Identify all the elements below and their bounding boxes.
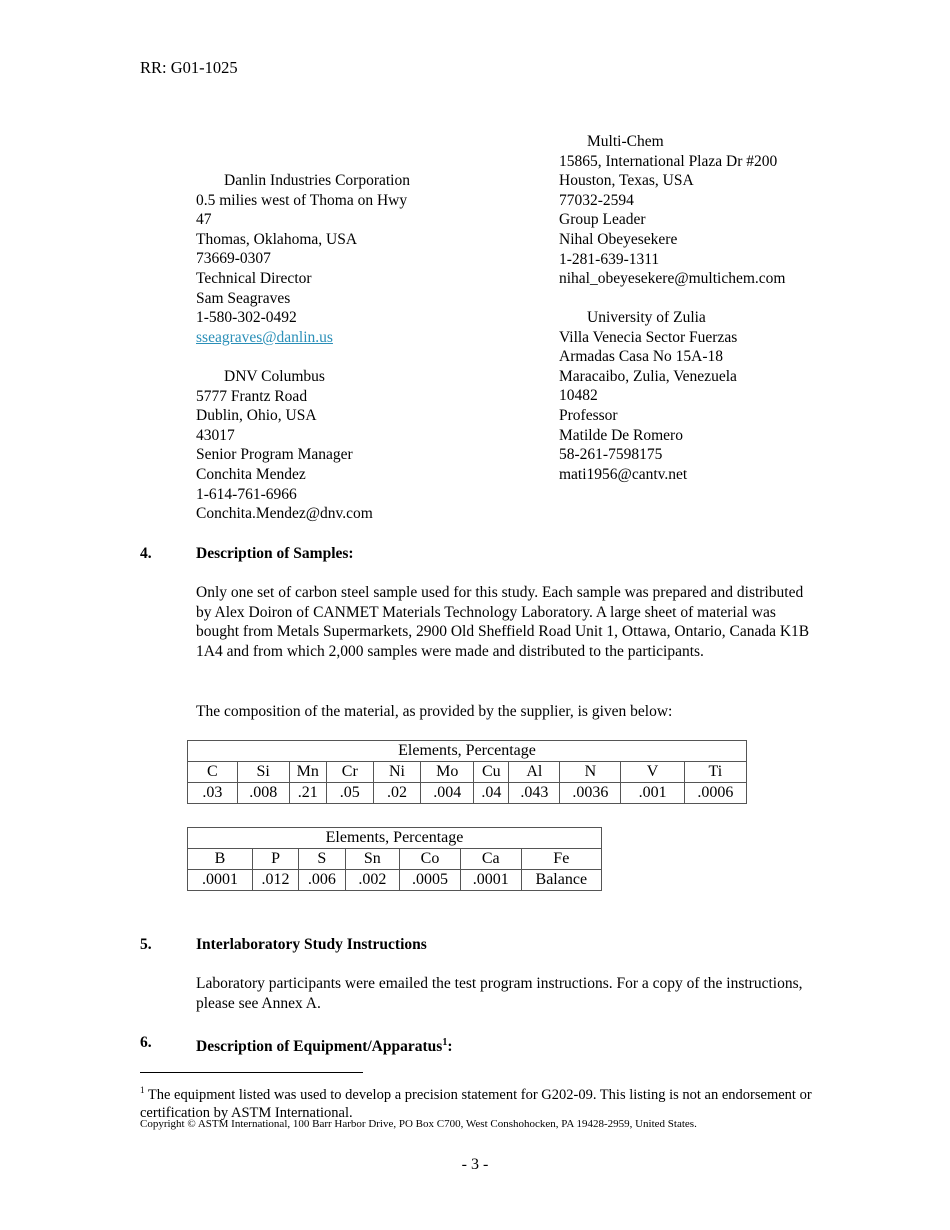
section-6-title-text: Description of Equipment/Apparatus [196,1038,443,1056]
table-header-cell: Mo [421,762,474,783]
table-title: Elements, Percentage [188,828,602,849]
section-4-paragraph: Only one set of carbon steel sample used for this study. Each sample was prepared and distributed by Alex Doiron of CANMET Materials Technology Laboratory. A large sheet of material was bought from Metals Supermarkets, 2900 Old Sheffield Road Unit 1, Ottawa, Ontario, Canada K1B 1A4 and from which 2,000 samples were made and distributed to the participants. [196,584,810,660]
table-value-cell: .002 [345,870,400,891]
contact-line: Dublin, Ohio, USA [196,407,317,425]
table-header-cell: B [188,849,253,870]
contact-line: Villa Venecia Sector Fuerzas [559,328,738,346]
contact-line: Thomas, Oklahoma, USA [196,230,358,248]
contact-line: 15865, International Plaza Dr #200 [559,152,778,170]
table-value-cell: .04 [474,783,509,804]
footnote-reference[interactable]: 1 [442,1037,448,1048]
table-value-cell: .001 [621,783,684,804]
contact-org: Multi-Chem [587,133,664,150]
section-4-number: 4. [140,545,152,562]
table-header-cell: C [188,762,238,783]
table-header-cell: Cr [326,762,373,783]
contact-line: 58-261-7598175 [559,446,663,464]
table-title: Elements, Percentage [188,741,747,762]
contact-dnv [196,367,373,524]
contact-line: Senior Program Manager [196,446,353,464]
table-value-cell: .004 [421,783,474,804]
table-value-cell: .0036 [560,783,621,804]
table-header-cell: Co [400,849,461,870]
contact-line: Conchita.Mendez@dnv.com [196,505,373,523]
contact-line: Maracaibo, Zulia, Venezuela [559,367,737,385]
table-value-cell: .0005 [400,870,461,891]
contact-zulia [559,308,737,484]
section-6-number: 6. [140,1034,152,1051]
section-4-composition-intro: The composition of the material, as provided by the supplier, is given below: [196,703,673,720]
section-5-paragraph: Laboratory participants were emailed the test program instructions. For a copy of the instructions, please see Annex A. [196,975,803,1012]
table-value-row [188,870,602,891]
table-header-cell: N [560,762,621,783]
contact-line: 0.5 milies west of Thoma on Hwy [196,191,408,209]
table-header-cell: Ni [373,762,421,783]
table-value-cell: .0006 [684,783,746,804]
document-header: RR: G01-1025 [140,58,238,77]
contact-line: Group Leader [559,211,646,229]
email-link[interactable]: sseagraves@danlin.us [196,328,333,346]
table-header-cell: Ca [460,849,521,870]
footnote-marker: 1 [140,1085,145,1095]
contact-line: Houston, Texas, USA [559,172,694,190]
contact-line: 77032-2594 [559,191,634,209]
section-6-title-colon: : [447,1038,453,1056]
table-value-cell: .012 [252,870,298,891]
contact-line: 1-281-639-1311 [559,250,660,268]
copyright-notice: Copyright © ASTM International, 100 Barr Harbor Drive, PO Box C700, West Conshohocken, PA 19428-2959, United States. [140,1118,697,1130]
contact-line: 73669-0307 [196,250,271,268]
table-value-cell: .21 [289,783,326,804]
contact-org: University of Zulia [587,309,706,326]
table-header-cell: Cu [474,762,509,783]
table-value-cell: .043 [509,783,560,804]
contact-org: Danlin Industries Corporation [224,172,410,189]
footnote-divider [140,1072,363,1073]
section-5-title: Interlaboratory Study Instructions [196,936,427,953]
contact-line: 1-614-761-6966 [196,485,297,503]
contact-line: 1-580-302-0492 [196,309,297,327]
contact-line: 10482 [559,387,598,405]
table-value-cell: .03 [188,783,238,804]
section-4-title: Description of Samples: [196,545,354,562]
contact-line: Technical Director [196,269,312,287]
table-header-row [188,849,602,870]
table-value-cell: .006 [299,870,345,891]
contact-line: Matilde De Romero [559,426,683,444]
footnote [140,1081,840,1122]
contact-line: 43017 [196,426,235,444]
table-value-cell: .008 [237,783,289,804]
contact-line: Sam Seagraves [196,289,291,307]
section-6-title [196,1033,452,1057]
table-header-cell: Sn [345,849,400,870]
table-value-row [188,783,747,804]
contact-multichem [559,132,785,289]
table-header-cell: S [299,849,345,870]
table-value-cell: .0001 [188,870,253,891]
table-header-cell: Ti [684,762,746,783]
table-header-cell: P [252,849,298,870]
contact-line: 47 [196,211,212,229]
table-value-cell: Balance [521,870,601,891]
table-value-cell: .0001 [460,870,521,891]
contact-line: mati1956@cantv.net [559,465,688,483]
contact-org: DNV Columbus [224,368,325,385]
table-header-cell: Si [237,762,289,783]
page-number: - 3 - [461,1156,489,1173]
table-value-cell: .05 [326,783,373,804]
contact-line: Professor [559,406,618,424]
composition-table-2 [187,827,602,891]
contact-line: Armadas Casa No 15A-18 [559,348,724,366]
contact-line: Conchita Mendez [196,465,306,483]
footnote-text: The equipment listed was used to develop a precision statement for G202-09. This listing is not an endorsement or certification by ASTM International. [140,1086,812,1121]
table-header-cell: V [621,762,684,783]
table-header-cell: Mn [289,762,326,783]
contact-line: Nihal Obeyesekere [559,230,678,248]
contact-line: 5777 Frantz Road [196,387,308,405]
table-header-row [188,762,747,783]
composition-table-1 [187,740,747,804]
section-5-number: 5. [140,936,152,953]
table-header-cell: Fe [521,849,601,870]
contact-line: nihal_obeyesekere@multichem.com [559,270,786,288]
table-header-cell: Al [509,762,560,783]
contact-danlin [196,171,410,347]
table-value-cell: .02 [373,783,421,804]
